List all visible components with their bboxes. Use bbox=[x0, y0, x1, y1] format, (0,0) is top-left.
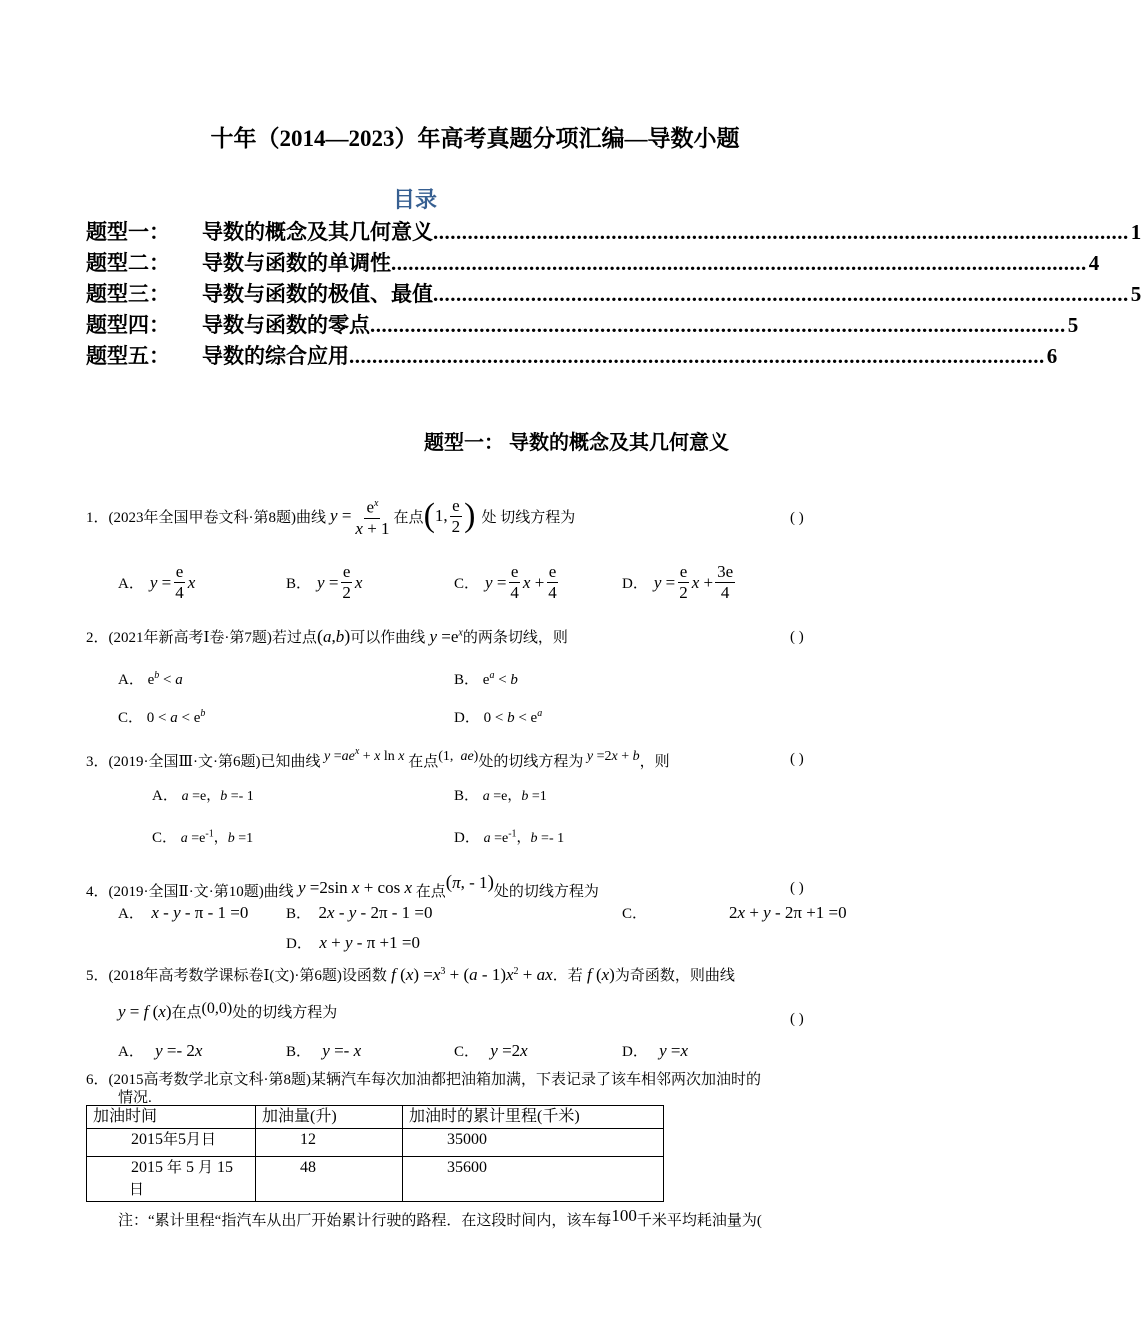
toc-item[interactable] bbox=[86, 309, 1079, 339]
question-source: (2023年全国甲卷文科·第8题)曲线 bbox=[108, 509, 327, 526]
question-5: 5．(2018年高考数学课标卷Ⅰ(文)·第6题)设函数 f $(x) =x^3 + (a - 1)x^2$ + ax．若 f (x)为奇函数，则曲线 bbox=[86, 965, 735, 984]
document-title: 十年（2014—2023）年高考真题分项汇编—导数小题 bbox=[210, 126, 740, 151]
option-b[interactable]: B． y =- x bbox=[286, 1041, 362, 1060]
question-text: 在点 bbox=[393, 509, 424, 526]
question-text: (2015高考数学北京文科·第8题)某辆汽车每次加油都把油箱加满，下表记录了该车相邻两次加油时的 bbox=[108, 1072, 762, 1088]
question-source: (2021年新高考Ⅰ卷·第7题)若过点 bbox=[108, 630, 317, 646]
option-b[interactable]: B． a =e，b =1 bbox=[454, 788, 547, 804]
toc-title: 导数的综合应用 bbox=[202, 344, 349, 368]
table-note: 注：“累计里程“指汽车从出厂开始累计行驶的路程．在这段时间内，该车每100千米平均耗油量为( bbox=[118, 1206, 762, 1229]
answer-blank: ( ) bbox=[790, 629, 804, 645]
toc-item[interactable] bbox=[86, 278, 1141, 308]
question-number: 1． bbox=[86, 509, 109, 526]
question-text: 的两条切线，则 bbox=[462, 630, 568, 646]
table-header: 加油量(升) bbox=[256, 1106, 403, 1129]
question-number: 4． bbox=[86, 884, 109, 900]
option-a[interactable]: A． y =- 2x bbox=[118, 1041, 203, 1060]
question-number: 3． bbox=[86, 754, 109, 770]
table-header-row bbox=[87, 1106, 664, 1129]
toc-leader: ......................................................................................................................... bbox=[349, 344, 1045, 368]
option-b[interactable]: B． $e^a < b$ bbox=[454, 670, 518, 688]
toc-label: 题型三： bbox=[86, 282, 170, 306]
question-text: 处的切线方程为 bbox=[478, 754, 584, 770]
section-heading: 题型一： 导数的概念及其几何意义 bbox=[424, 432, 729, 454]
option-d[interactable]: D． y =x bbox=[622, 1041, 689, 1060]
toc-heading: 目录 bbox=[392, 187, 437, 212]
question-text: 为奇函数，则曲线 bbox=[614, 968, 735, 984]
table-cell: 35600 bbox=[403, 1157, 664, 1202]
toc-leader: ......................................................................................................................... bbox=[433, 220, 1129, 244]
option-b[interactable]: B． y = $\frac{e}{2}$ x bbox=[286, 562, 363, 602]
toc-page: 4 bbox=[1088, 251, 1100, 275]
table-cell: 2015年5月日 bbox=[87, 1129, 256, 1157]
question-number: 6． bbox=[86, 1072, 109, 1088]
toc-leader: ......................................................................................................................... bbox=[391, 251, 1087, 275]
option-d[interactable]: D． $0 < b < e^a$ bbox=[454, 708, 543, 726]
option-a[interactable]: A． $e^b < a$ bbox=[118, 670, 183, 688]
toc-title: 导数与函数的单调性 bbox=[202, 251, 391, 275]
option-a[interactable]: A． y = $\frac{e}{4}$ x bbox=[118, 562, 196, 602]
math-expr: y bbox=[330, 506, 338, 526]
question-text: 在点 bbox=[171, 1005, 202, 1021]
toc-leader: ......................................................................................................................... bbox=[370, 313, 1066, 337]
question-text: 在点 bbox=[408, 754, 439, 770]
question-source: (2019·全国Ⅲ·文·第6题)已知曲线 bbox=[108, 754, 321, 770]
table-cell: 2015 年 5 月 15 日 bbox=[87, 1157, 256, 1202]
question-source: (2018年高考数学课标卷Ⅰ(文)·第6题)设函数 bbox=[108, 968, 387, 984]
table-cell: 35000 bbox=[403, 1129, 664, 1157]
question-5-line-2: y = f (x)在点(0,0)处的切线方程为 bbox=[118, 1000, 338, 1021]
question-2: 2．(2021年新高考Ⅰ卷·第7题)若过点(a,b)可以作曲线 $y =e^x$的两条切线，则 bbox=[86, 626, 568, 646]
option-a[interactable]: A． x - y - π - 1 =0 bbox=[118, 903, 249, 922]
toc-page: 5 bbox=[1067, 313, 1079, 337]
toc-title: 导数的概念及其几何意义 bbox=[202, 220, 433, 244]
answer-blank: ( ) bbox=[790, 1011, 804, 1027]
answer-blank: ( ) bbox=[790, 880, 804, 896]
question-1: 1． (2023年全国甲卷文科·第8题)曲线 y = $\frac{e^x}{x + 1}$ 在点 ( 1, $\frac{e}{2}$ ) 处 切线方程为 bbox=[86, 495, 576, 538]
option-c[interactable]: C． $0 < a < e^b$ bbox=[118, 708, 206, 726]
table-header: 加油时间 bbox=[87, 1106, 256, 1129]
question-text: 处的切线方程为 bbox=[232, 1005, 338, 1021]
table-cell: 12 bbox=[256, 1129, 403, 1157]
toc-label: 题型二： bbox=[86, 251, 170, 275]
question-6-line-2: 情况. bbox=[118, 1090, 152, 1106]
question-text: ．若 bbox=[552, 968, 583, 984]
answer-blank: ( ) bbox=[790, 510, 804, 526]
toc-label: 题型四： bbox=[86, 313, 170, 337]
option-d[interactable]: D． $a =e^{-1}$，b =- 1 bbox=[454, 828, 565, 846]
toc-label: 题型一： bbox=[86, 220, 170, 244]
question-text: 处的切线方程为 bbox=[493, 884, 599, 900]
question-number: 2． bbox=[86, 630, 109, 646]
table-cell: 48 bbox=[256, 1157, 403, 1202]
toc-leader: ......................................................................................................................... bbox=[433, 282, 1129, 306]
question-6 bbox=[86, 1068, 761, 1089]
toc-page: 6 bbox=[1046, 344, 1058, 368]
question-3: 3．(2019·全国Ⅲ·文·第6题)已知曲线 $y =ae^x + x$ ln x 在点(1, ae)处的切线方程为 y =2x + b，则 bbox=[86, 746, 670, 770]
option-c[interactable]: C． 2x + y - 2π +1 =0 bbox=[622, 903, 847, 922]
table-row bbox=[87, 1129, 664, 1157]
question-source: (2019·全国Ⅱ·文·第10题)曲线 bbox=[108, 884, 294, 900]
toc-item[interactable] bbox=[86, 216, 1141, 246]
table-row bbox=[87, 1157, 664, 1202]
question-text: 可以作曲线 bbox=[350, 630, 426, 646]
answer-blank: ( ) bbox=[790, 751, 804, 767]
toc-item[interactable] bbox=[86, 340, 1058, 370]
question-text: 处 切线方程为 bbox=[481, 509, 576, 526]
toc-item[interactable] bbox=[86, 247, 1100, 277]
fuel-table bbox=[86, 1105, 664, 1202]
toc-page: 5 bbox=[1130, 282, 1141, 306]
toc-title: 导数与函数的零点 bbox=[202, 313, 370, 337]
option-c[interactable]: C． y = $\frac{e}{4}$ x + $\frac{e}{4}$ bbox=[454, 562, 557, 602]
option-a[interactable]: A． a =e，b =- 1 bbox=[152, 788, 254, 804]
toc-page: 1 bbox=[1130, 220, 1141, 244]
math-fraction: $\frac{e^x}{x + 1}$ bbox=[353, 494, 391, 539]
option-c[interactable]: C． y =2x bbox=[454, 1041, 528, 1060]
option-d[interactable]: D． x + y - π +1 =0 bbox=[286, 933, 420, 952]
toc-label: 题型五： bbox=[86, 344, 170, 368]
option-d[interactable]: D． y = $\frac{e}{2}$ x + $\frac{3e}{4}$ bbox=[622, 562, 734, 602]
table-header: 加油时的累计里程(千米) bbox=[403, 1106, 664, 1129]
question-4: 4．(2019·全国Ⅱ·文·第10题)曲线 y =2sin x + cos x 在点(π, - 1)处的切线方程为 bbox=[86, 872, 599, 900]
question-text: 在点 bbox=[415, 884, 446, 900]
question-text: ，则 bbox=[639, 754, 670, 770]
question-number: 5． bbox=[86, 968, 109, 984]
option-b[interactable]: B． 2x - y - 2π - 1 =0 bbox=[286, 903, 433, 922]
toc-title: 导数与函数的极值、最值 bbox=[202, 282, 433, 306]
option-c[interactable]: C． $a =e^{-1}$，b =1 bbox=[152, 828, 254, 846]
